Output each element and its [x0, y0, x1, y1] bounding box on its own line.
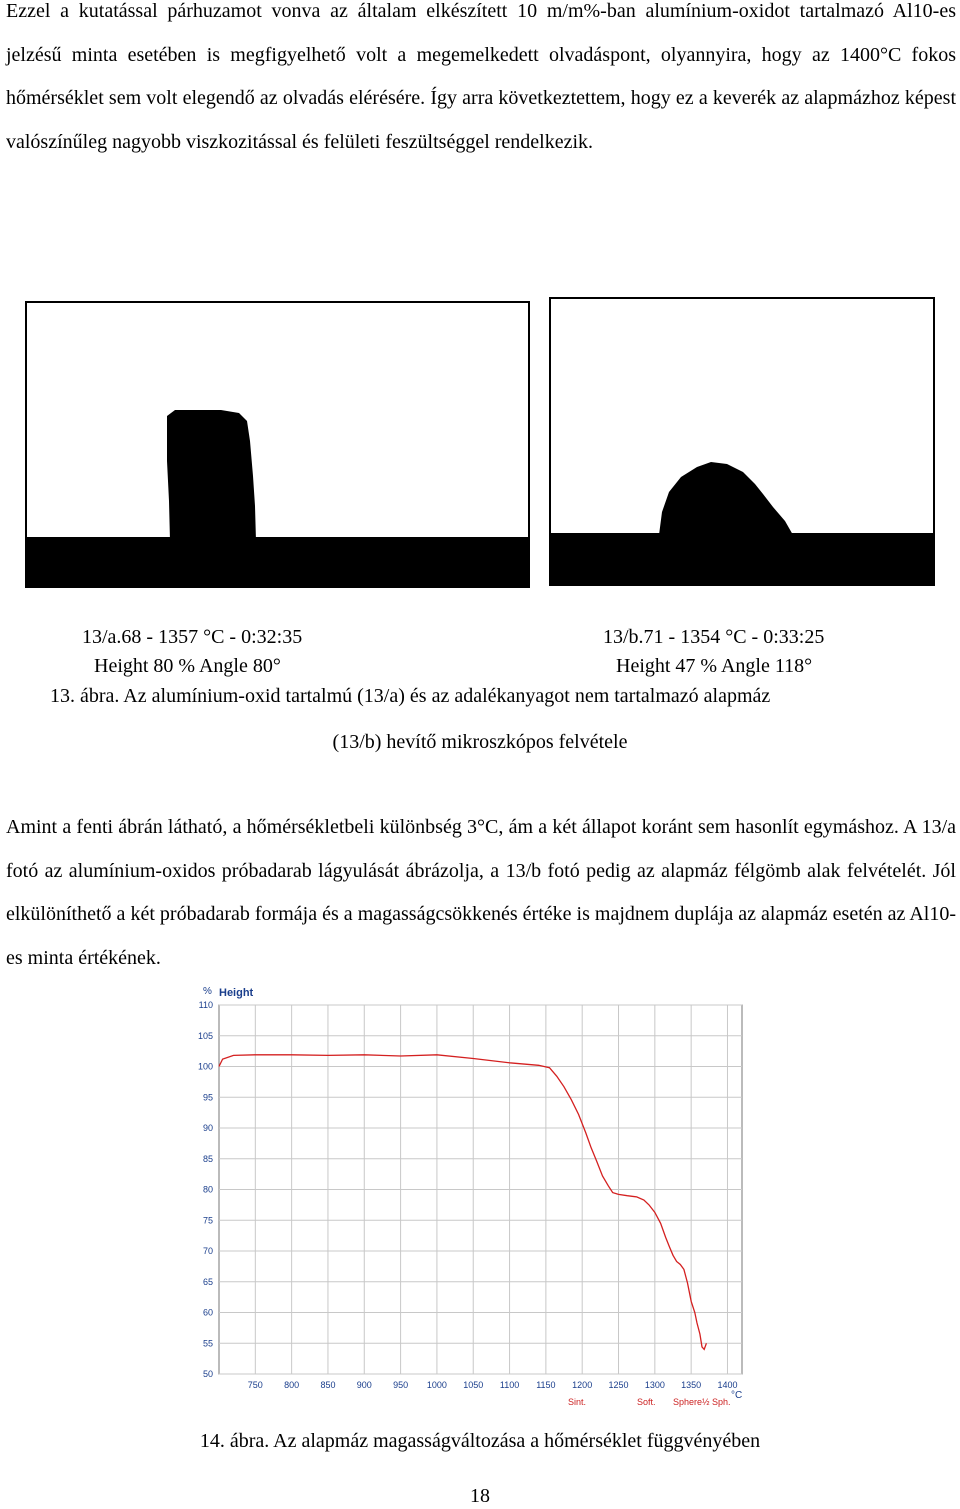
x-tick-label: 1250 — [608, 1380, 629, 1390]
height-temperature-chart — [186, 980, 766, 1415]
x-tick-label: 1150 — [536, 1380, 556, 1390]
x-tick-label: 1350 — [681, 1380, 702, 1390]
x-tick-label: 850 — [320, 1380, 336, 1390]
y-tick-label: 50 — [202, 1369, 213, 1379]
x-tick-label: 800 — [284, 1380, 300, 1390]
y-axis-unit: % — [203, 986, 212, 997]
y-tick-label: 95 — [202, 1092, 213, 1103]
y-tick-label: 80 — [202, 1184, 213, 1195]
figure-13a-photo — [25, 301, 530, 588]
x-tick-label: 1050 — [463, 1380, 484, 1390]
page-number: 18 — [470, 1485, 490, 1507]
y-tick-label: 70 — [202, 1246, 213, 1256]
event-annotation: ½ Sph. — [702, 1397, 731, 1407]
y-tick-label: 100 — [197, 1061, 213, 1072]
y-tick-label: 75 — [202, 1215, 213, 1226]
fig13b-label-line2: Height 47 % Angle 118° — [616, 655, 813, 677]
y-tick-label: 60 — [202, 1307, 213, 1318]
y-axis-label: Height — [219, 987, 254, 999]
x-tick-label: 1100 — [499, 1380, 520, 1390]
event-annotation: Soft. — [637, 1397, 656, 1407]
fig13b-label-line1: 13/b.71 - 1354 °C - 0:33:25 — [603, 626, 825, 648]
fig13a-label-line1: 13/a.68 - 1357 °C - 0:32:35 — [82, 626, 303, 648]
y-tick-label: 90 — [202, 1123, 213, 1133]
x-tick-label: 1400 — [717, 1380, 738, 1390]
y-tick-label: 55 — [202, 1338, 213, 1349]
figure-13-caption-line1: 13. ábra. Az alumínium-oxid tartalmú (13/a) és az adalékanyagot nem tartalmazó alapmáz — [50, 685, 771, 707]
x-tick-label: 900 — [356, 1380, 372, 1390]
fig13a-label-line2: Height 80 % Angle 80° — [94, 655, 281, 677]
y-tick-label: 105 — [197, 1030, 213, 1041]
x-axis-unit: °C — [731, 1390, 743, 1401]
figure-14-caption: 14. ábra. Az alapmáz magasságváltozása a hőmérséklet függvényében — [199, 1430, 761, 1452]
y-tick-label: 65 — [202, 1276, 213, 1287]
y-tick-label: 110 — [198, 1000, 213, 1010]
event-annotation: Sint. — [568, 1397, 587, 1407]
x-tick-label: 1300 — [644, 1380, 665, 1390]
y-tick-label: 85 — [202, 1153, 213, 1164]
intro-paragraph: Ezzel a kutatással párhuzamot vonva az általam elkészített 10 m/m%-ban alumínium-oxidot tartalmazó Al10-es jelzésű minta esetében is megfigyelhető volt a megemelkedett olvadáspont, olyannyira, hogy az 1400°C fokos hőmérséklet sem volt elegendő az olvadás elérésére. Így arra következtettem, hogy ez a keverék az alapmázhoz képest valószínűleg nagyobb viszkozitással és felületi feszültséggel rendelkezik. — [6, 0, 956, 153]
figure-13-caption-line2: (13/b) hevítő mikroszkópos felvétele — [332, 731, 628, 753]
x-tick-label: 1000 — [426, 1380, 447, 1390]
event-annotation: Sphere — [673, 1397, 703, 1407]
x-tick-label: 950 — [393, 1380, 409, 1390]
figure-13b-photo — [549, 297, 935, 586]
discussion-paragraph: Amint a fenti ábrán látható, a hőmérsékletbeli különbség 3°C, ám a két állapot koránt sem hasonlít egymáshoz. A 13/a fotó az alumínium-oxidos próbadarab lágyulását ábrázolja, a 13/b fotó pedig az alapmáz félgömb alak felvételét. Jól elkülöníthető a két próbadarab formája és a magasságcsökkenés értéke is majdnem duplája az alapmáz esetén az Al10-es minta értékének. — [6, 816, 956, 969]
x-tick-label: 1200 — [572, 1380, 593, 1390]
x-tick-label: 750 — [247, 1380, 263, 1390]
